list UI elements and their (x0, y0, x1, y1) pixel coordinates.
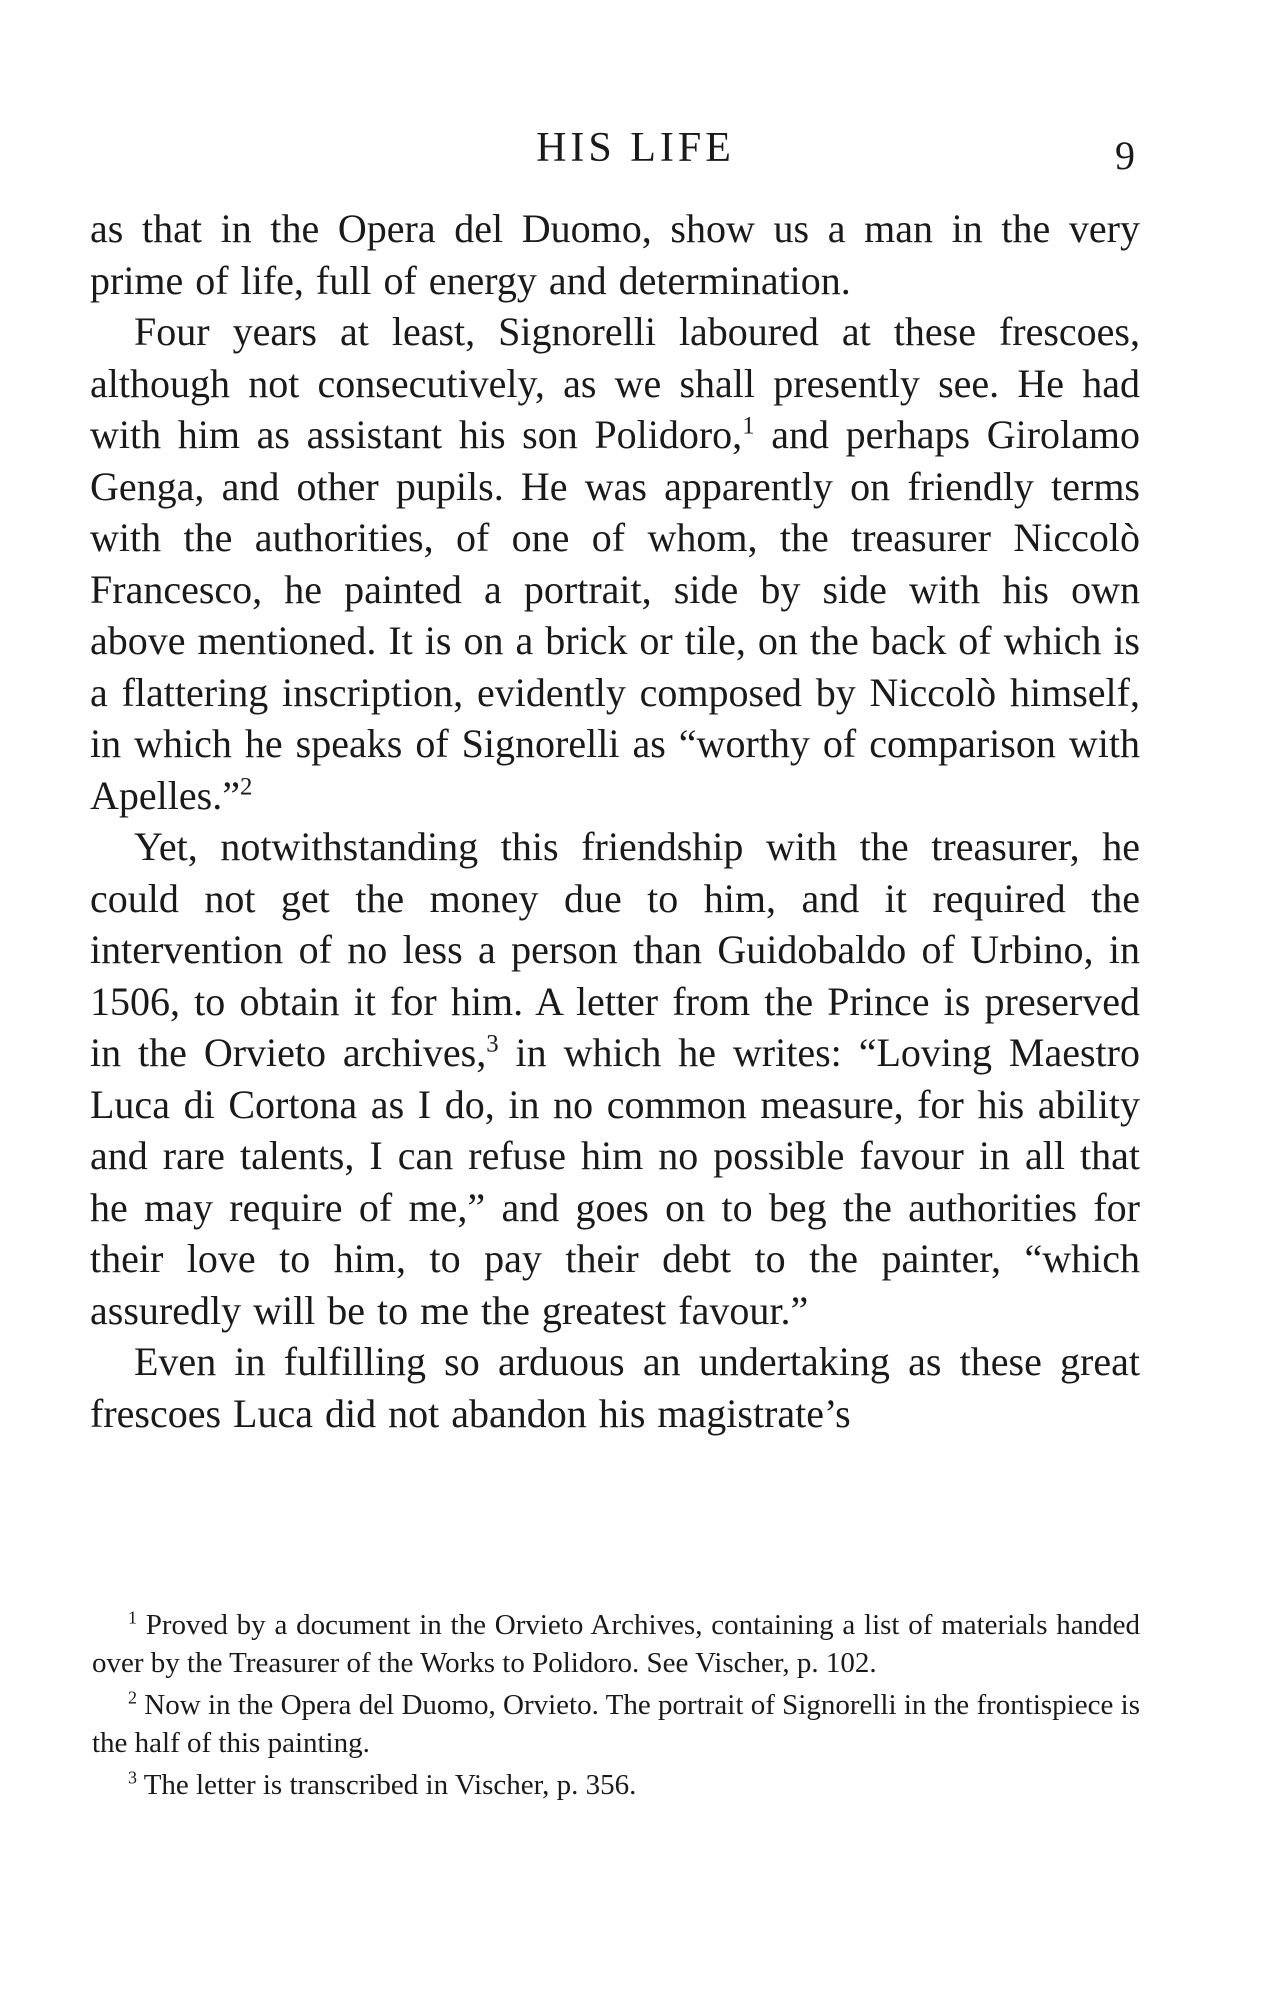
footnote-ref-3: 3 (486, 1030, 499, 1058)
footnote-2-text: Now in the Opera del Duomo, Orvieto. The portrait of Signorelli in the frontispiece is the half of this painting. (92, 1689, 1140, 1759)
paragraph-2 (90, 306, 1140, 821)
paragraph-1 (90, 203, 1140, 306)
footnote-1-mark: 1 (128, 1607, 137, 1628)
footnotes (92, 1606, 1140, 1808)
paragraph-3-text-b: in which he writes: “Loving Maestro Luca di Cortona as I do, in no common measure, for his ability and rare talents, I can refuse him no possible favour in all that he may require of me,” and goes on to beg the authorities for their love to him, to pay their debt to the painter, “which assuredly will be to me the greatest favour.” (90, 1030, 1140, 1333)
paragraph-3 (90, 821, 1140, 1336)
page-number: 9 (1115, 133, 1135, 178)
footnote-ref-1: 1 (742, 412, 755, 440)
footnote-ref-2: 2 (239, 773, 253, 801)
running-head: HIS LIFE (536, 125, 735, 171)
paragraph-4-text: Even in fulfilling so arduous an undertaking as these great frescoes Luca did not abandon his magistrate’s (90, 1339, 1140, 1436)
paragraph-3-text-a: Yet, notwithstanding this friendship with the treasurer, he could not get the money due to him, and it required the intervention of no less a person than Guidobaldo of Urbino, in 1506, to obtain it for him. A letter from the Prince is preserved in the Orvieto archives, (90, 824, 1140, 1075)
footnote-3-text: The letter is transcribed in Vischer, p. 356. (136, 1769, 637, 1801)
footnote-1 (92, 1606, 1140, 1682)
paragraph-4 (90, 1336, 1140, 1439)
footnote-3-mark: 3 (128, 1767, 137, 1788)
paragraph-2-text-a: Four years at least, Signorelli laboured at these frescoes, although not consecutively, as we shall presently see. He had with him as assistant his son Polidoro, (90, 309, 1140, 457)
footnote-2 (92, 1686, 1140, 1762)
footnote-3 (92, 1766, 1140, 1804)
footnote-1-text: Proved by a document in the Orvieto Archives, containing a list of materials handed over by the Treasurer of the Works to Polidoro. See Vischer, p. 102. (92, 1609, 1140, 1679)
body-text (90, 203, 1140, 1439)
paragraph-1-text: as that in the Opera del Duomo, show us a man in the very prime of life, full of energy and determination. (90, 206, 1140, 303)
footnote-2-mark: 2 (128, 1687, 137, 1708)
paragraph-2-text-b: and perhaps Girolamo Genga, and other pupils. He was apparently on friendly terms with the authorities, of one of whom, the treasurer Niccolò Francesco, he painted a portrait, side by side with his own above mentioned. It is on a brick or tile, on the back of which is a flattering inscription, evidently composed by Niccolò himself, in which he speaks of Signorelli as “worthy of comparison with Apelles.” (90, 412, 1141, 818)
